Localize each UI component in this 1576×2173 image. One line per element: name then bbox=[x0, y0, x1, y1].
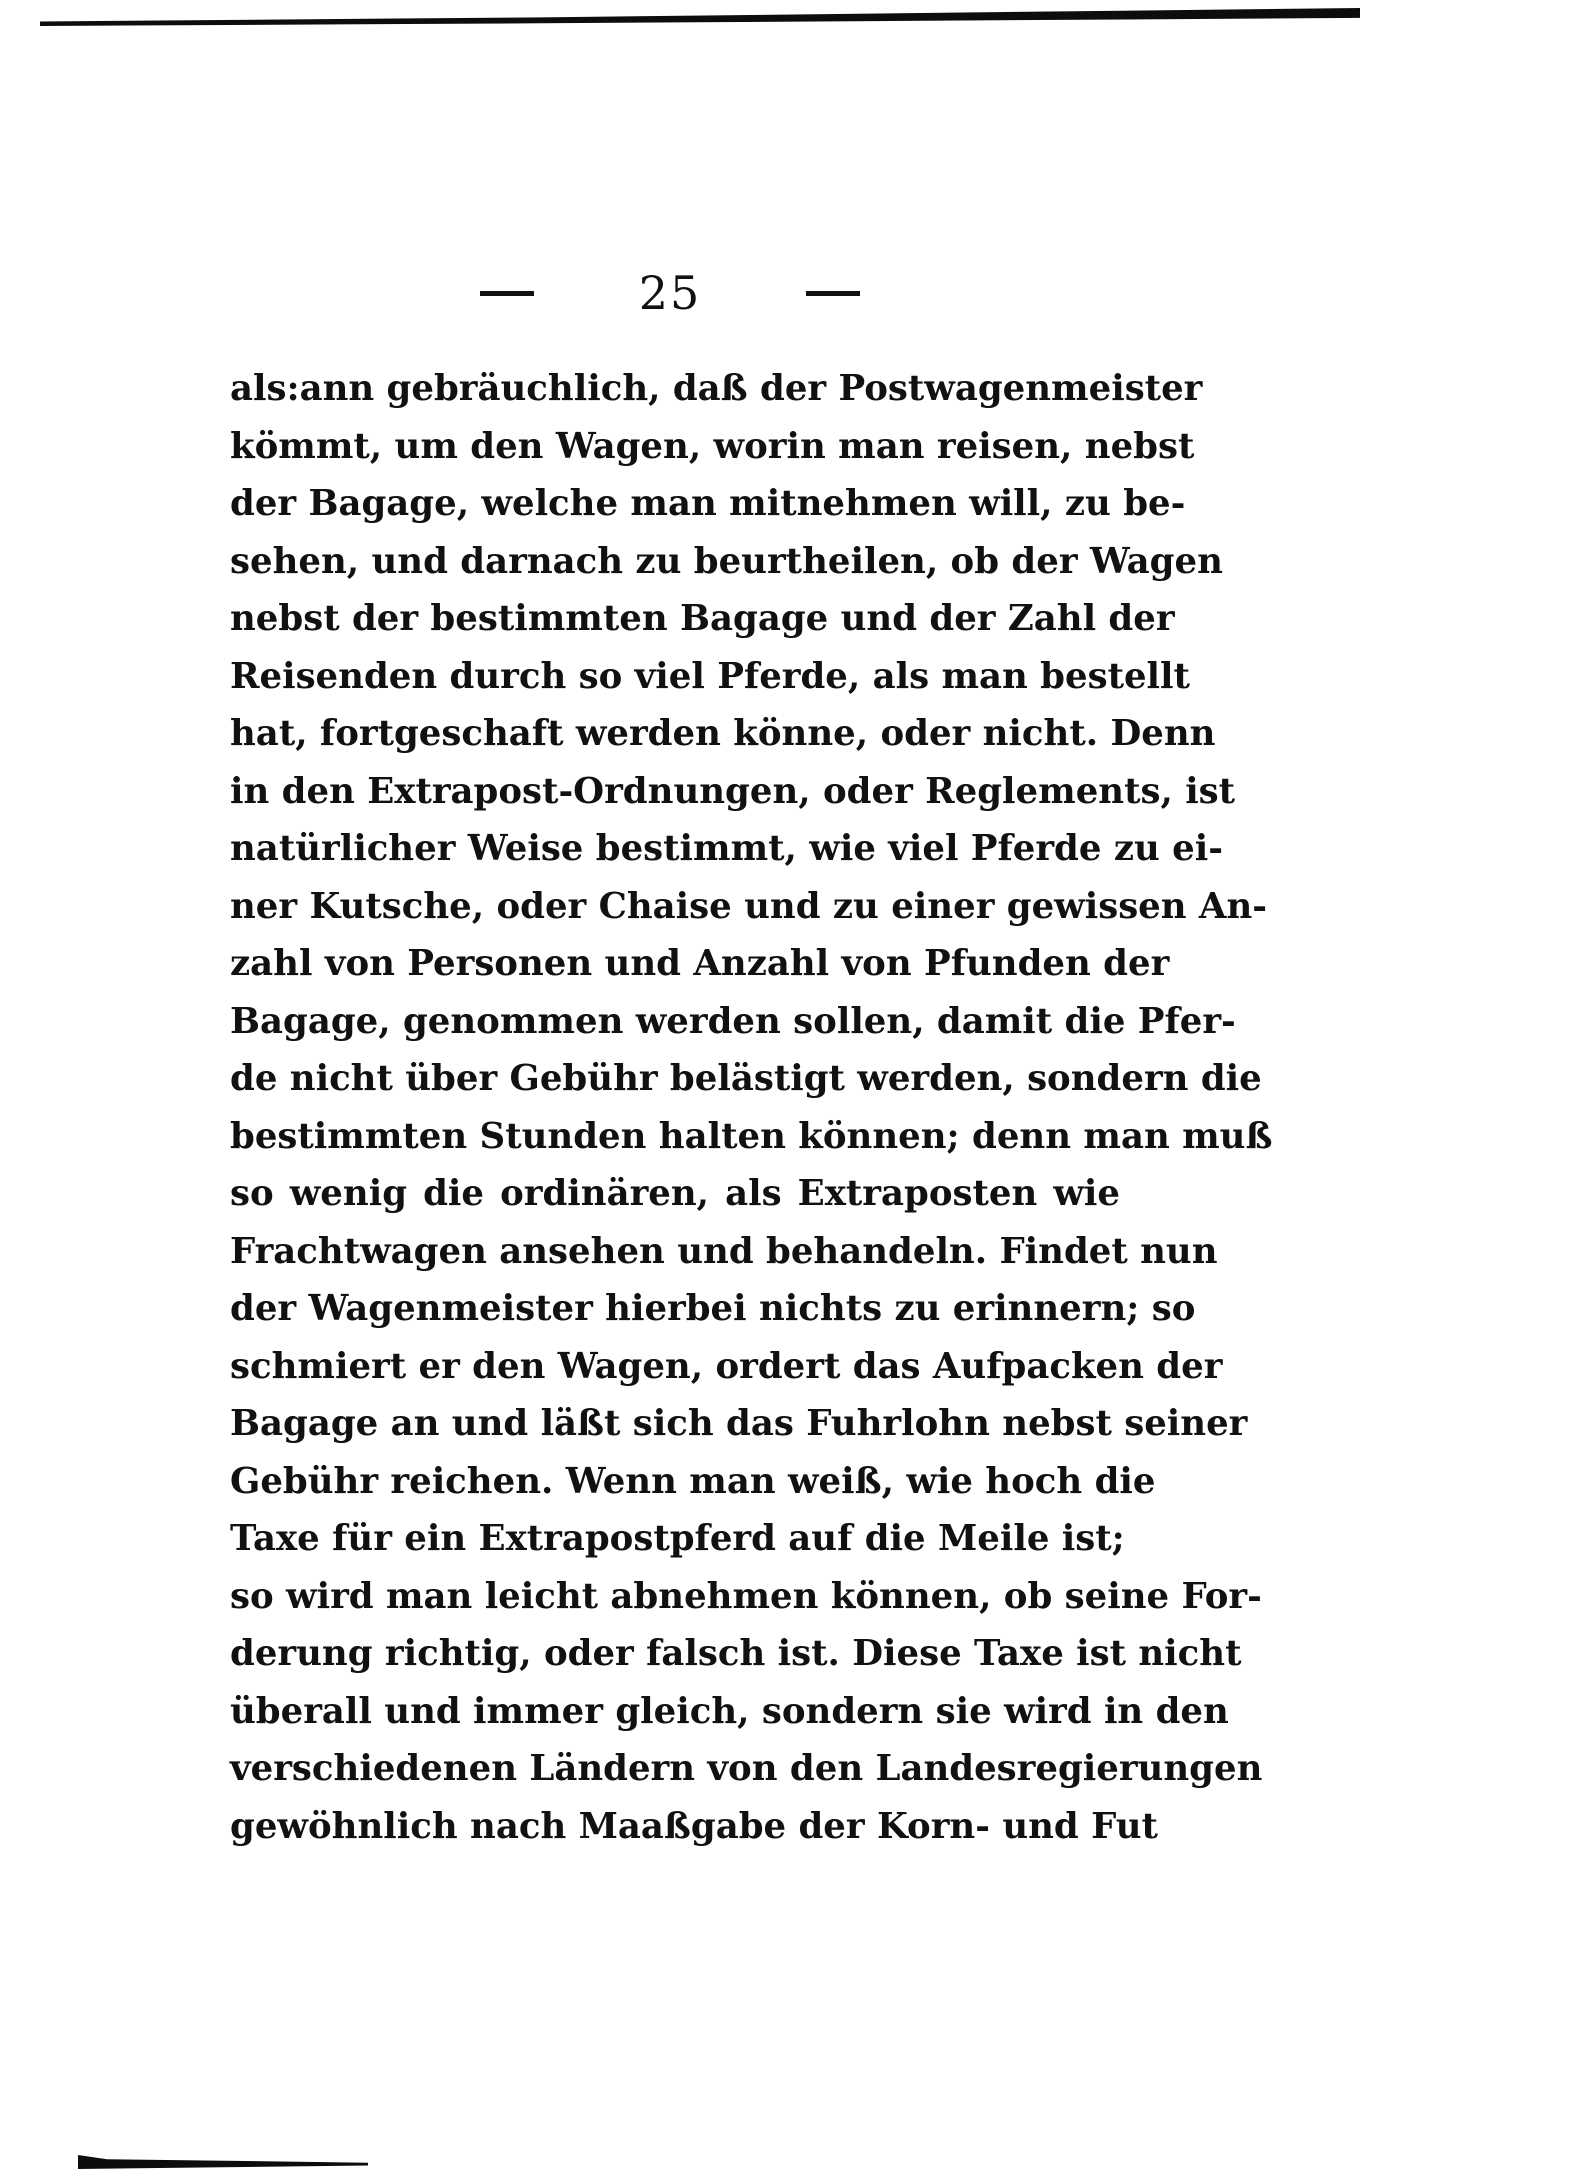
bottom-rule bbox=[78, 2155, 368, 2169]
text-line: überall und immer gleich, sondern sie wird in den bbox=[230, 1690, 1229, 1732]
page-header bbox=[480, 268, 860, 318]
text-line: in den Extrapost-Ordnungen, oder Reglements, ist bbox=[230, 770, 1236, 812]
text-line: verschiedenen Ländern von den Landesregierungen bbox=[230, 1748, 1263, 1789]
text-line: gewöhnlich nach Maaßgabe der Korn- und Fut bbox=[230, 1805, 1158, 1847]
text-line: der Wagenmeister hierbei nichts zu erinnern; so bbox=[230, 1288, 1196, 1329]
page-number: 25 bbox=[638, 266, 702, 320]
left-dash bbox=[480, 291, 534, 296]
text-line: sehen, und darnach zu beurtheilen, ob der Wagen bbox=[230, 540, 1223, 582]
text-line: derung richtig, oder falsch ist. Diese Taxe ist nicht bbox=[230, 1633, 1242, 1674]
text-line: de nicht über Gebühr belästigt werden, sondern die bbox=[230, 1058, 1262, 1099]
text-line: zahl von Personen und Anzahl von Pfunden der bbox=[230, 943, 1170, 984]
text-line: Gebühr reichen. Wenn man weiß, wie hoch die bbox=[230, 1460, 1156, 1502]
text-line: Taxe für ein Extrapostpferd auf die Meile ist; bbox=[230, 1518, 1125, 1559]
body-text bbox=[230, 360, 1273, 1860]
text-line: Reisenden durch so viel Pferde, als man bestellt bbox=[230, 655, 1190, 697]
text-line: schmiert er den Wagen, ordert das Aufpacken der bbox=[230, 1345, 1223, 1387]
text-line: als:ann gebräuchlich, daß der Postwagenmeister bbox=[230, 368, 1203, 409]
text-line: kömmt, um den Wagen, worin man reisen, nebst bbox=[230, 425, 1195, 467]
text-line: nebst der bestimmten Bagage und der Zahl der bbox=[230, 598, 1175, 639]
text-line: so wenig die ordinären, als Extraposten wie bbox=[230, 1173, 1120, 1214]
text-line: natürlicher Weise bestimmt, wie viel Pferde zu ei- bbox=[230, 828, 1223, 869]
text-line: Bagage an und läßt sich das Fuhrlohn nebst seiner bbox=[230, 1403, 1248, 1444]
right-dash bbox=[806, 291, 860, 296]
text-line: Bagage, genommen werden sollen, damit die Pfer- bbox=[230, 1000, 1236, 1042]
text-line: der Bagage, welche man mitnehmen will, zu be- bbox=[230, 483, 1186, 524]
text-line: bestimmten Stunden halten können; denn man muß bbox=[230, 1115, 1273, 1157]
text-line: Frachtwagen ansehen und behandeln. Findet nun bbox=[230, 1230, 1218, 1272]
text-line: so wird man leicht abnehmen können, ob seine For- bbox=[230, 1575, 1262, 1617]
top-rule bbox=[40, 8, 1360, 26]
text-line: hat, fortgeschaft werden könne, oder nicht. Denn bbox=[230, 713, 1216, 754]
text-line: ner Kutsche, oder Chaise und zu einer gewissen An- bbox=[230, 885, 1268, 927]
